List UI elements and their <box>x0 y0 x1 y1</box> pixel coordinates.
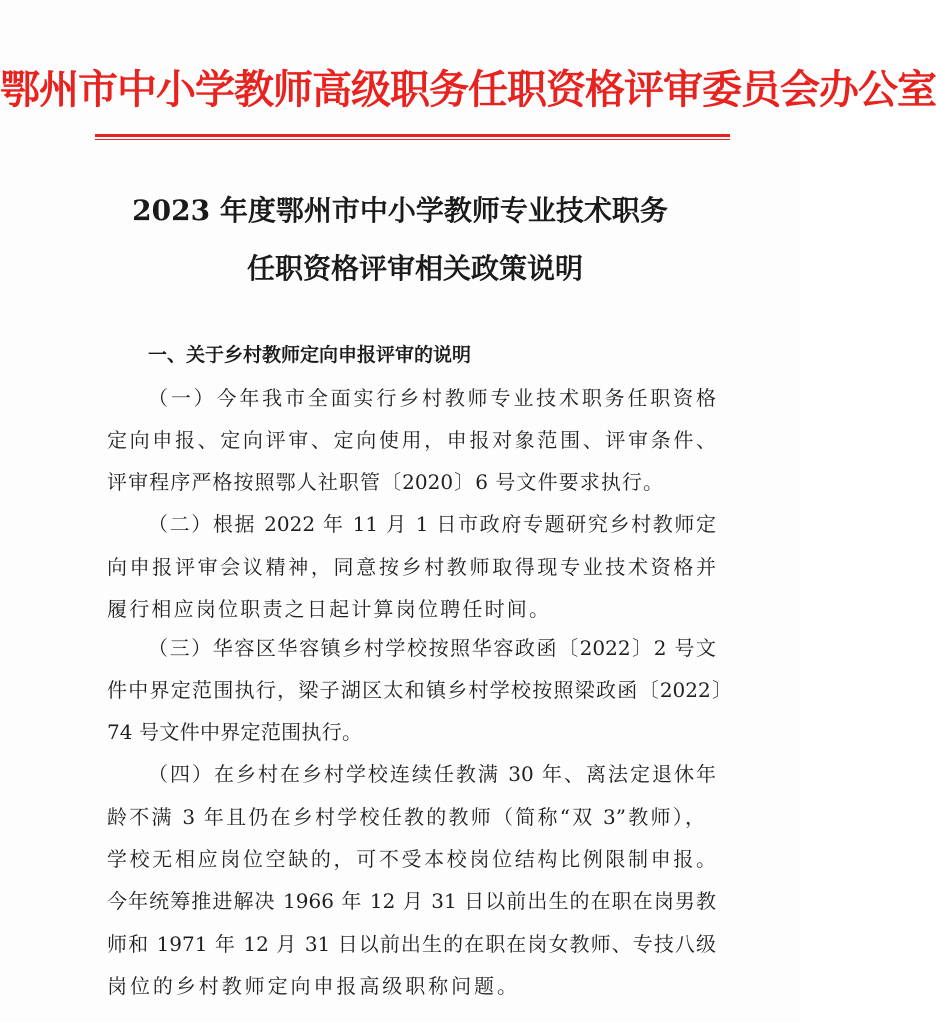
paragraph-3-line-1: （三）华容区华容镇乡村学校按照华容政函〔2022〕2 号文 <box>148 636 716 660</box>
paragraph-4-line-1: （四）在乡村在乡村学校连续任教满 30 年、离法定退休年 <box>148 762 716 786</box>
paragraph-2-line-1: （二）根据 2022 年 11 月 1 日市政府专题研究乡村教师定 <box>148 512 716 536</box>
paragraph-4-line-3: 学校无相应岗位空缺的，可不受本校岗位结构比例限制申报。 <box>107 847 716 871</box>
paragraph-4-line-2: 龄不满 3 年且仍在乡村学校任教的教师（简称“双 3”教师）， <box>107 805 705 829</box>
paragraph-3-line-2: 件中界定范围执行，梁子湖区太和镇乡村学校按照梁政函〔2022〕 <box>107 678 732 702</box>
paragraph-2-line-3: 履行相应岗位职责之日起计算岗位聘任时间。 <box>107 597 549 621</box>
section-heading: 一、关于乡村教师定向申报评审的说明 <box>148 344 472 366</box>
document-title-line-1: 2023 年度鄂州市中小学教师专业技术职务 <box>132 194 668 227</box>
paragraph-1-line-1: （一）今年我市全面实行乡村教师专业技术职务任职资格 <box>148 386 716 410</box>
paragraph-2-line-2: 向申报评审会议精神，同意按乡村教师取得现专业技术资格并 <box>107 555 716 579</box>
paragraph-4-line-6: 岗位的乡村教师定向申报高级职称问题。 <box>107 974 517 998</box>
header-red-rule <box>95 134 730 137</box>
paragraph-1-line-3: 评审程序严格按照鄂人社职管〔2020〕6 号文件要求执行。 <box>107 470 663 494</box>
paragraph-1-line-2: 定向申报、定向评审、定向使用，申报对象范围、评审条件、 <box>107 428 716 452</box>
paragraph-4-line-4: 今年统筹推进解决 1966 年 12 月 31 日以前出生的在职在岗男教 <box>107 889 716 913</box>
paragraph-4-line-5: 师和 1971 年 12 月 31 日以前出生的在职在岗女教师、专技八级 <box>107 932 716 956</box>
issuing-office-header: 鄂州市中小学教师高级职务任职资格评审委员会办公室 <box>0 66 936 113</box>
paragraph-3-line-3: 74 号文件中界定范围执行。 <box>107 720 362 744</box>
header-red-rule-thin <box>95 139 730 140</box>
document-title-line-2: 任职资格评审相关政策说明 <box>246 252 583 285</box>
